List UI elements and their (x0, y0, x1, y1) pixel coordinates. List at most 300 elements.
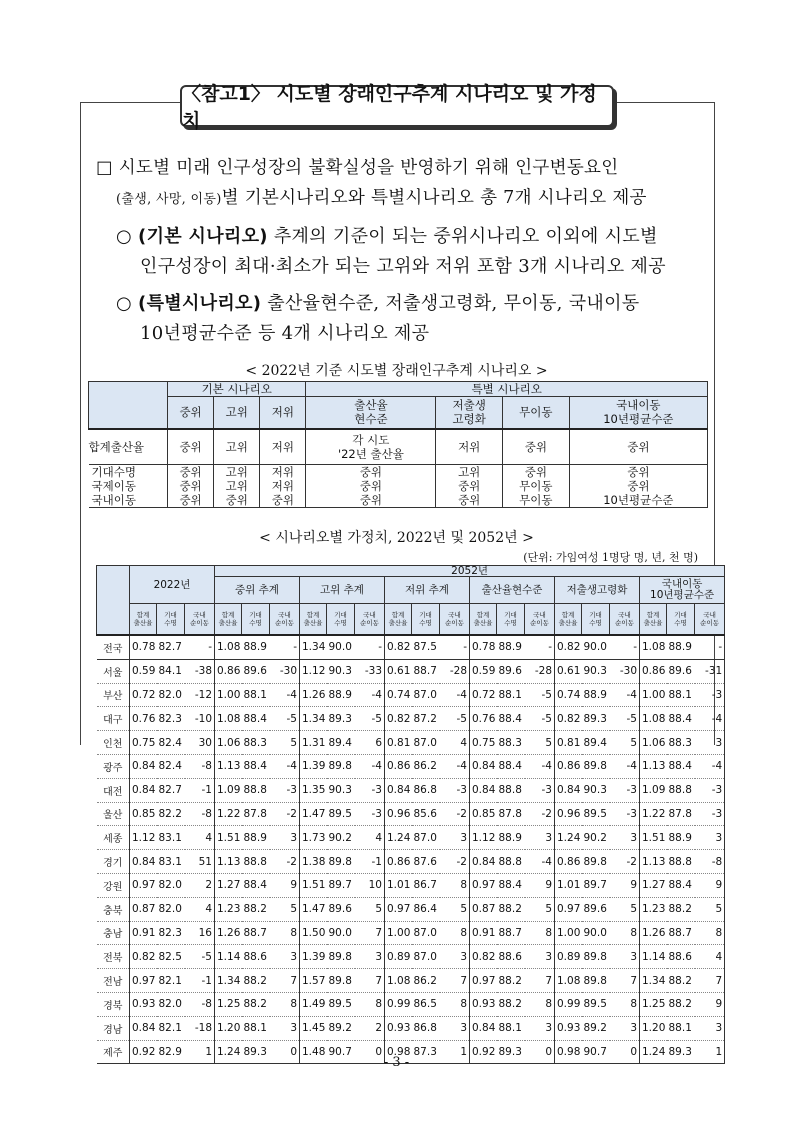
table-cell: -10 (185, 707, 215, 731)
scenario-header: 중위 (168, 397, 214, 429)
region-label: 서울 (97, 659, 130, 683)
table-cell: 1.20 (215, 1016, 242, 1040)
table-cell: 3 (355, 945, 385, 969)
scenario-header: 고위 추계 (300, 577, 385, 604)
table-cell: 0.75 (470, 731, 497, 755)
table-cell: 무이동 (503, 479, 570, 493)
table-cell: 1.27 (215, 873, 242, 897)
table-cell: 8 (270, 992, 300, 1016)
table-cell: 1.24 (215, 1040, 242, 1064)
table-cell: -5 (525, 683, 555, 707)
table-cell: 90.7 (327, 1040, 355, 1064)
row-label: 국내이동 (89, 493, 168, 508)
table-cell: 89.2 (327, 1016, 355, 1040)
subheader: 국내 순이동 (525, 604, 555, 636)
table-cell: 0.97 (555, 897, 582, 921)
scenario-header: 저위 (260, 397, 306, 429)
table-cell: 5 (355, 897, 385, 921)
table-cell: 1.13 (640, 850, 667, 874)
table-cell: 86.7 (412, 873, 440, 897)
table-cell: 89.7 (327, 873, 355, 897)
table-cell: 중위 (436, 493, 503, 508)
table-cell: 5 (440, 897, 470, 921)
table-cell: -5 (440, 707, 470, 731)
subheader: 합계 출산율 (555, 604, 582, 636)
table-cell: 88.4 (667, 873, 695, 897)
table-cell: 3 (440, 1016, 470, 1040)
table-cell: 1.06 (215, 731, 242, 755)
region-label: 강원 (97, 873, 130, 897)
region-label: 경북 (97, 992, 130, 1016)
table-cell: 1.01 (555, 873, 582, 897)
table-cell: 0.74 (385, 683, 412, 707)
table-cell: 중위 (168, 493, 214, 508)
table-cell: 0.84 (555, 778, 582, 802)
table-cell: 0.86 (555, 850, 582, 874)
table-cell: 88.7 (497, 921, 525, 945)
table-cell: 88.2 (497, 897, 525, 921)
table-cell: 86.8 (412, 778, 440, 802)
table-cell: 1.13 (640, 754, 667, 778)
table-cell: 5 (610, 897, 640, 921)
table-cell: 0.84 (470, 778, 497, 802)
table-cell: 중위 (503, 464, 570, 479)
table-cell: 0.98 (555, 1040, 582, 1064)
table-cell: 88.8 (667, 778, 695, 802)
table-cell: 0.84 (470, 754, 497, 778)
table-cell: 0.82 (385, 635, 412, 659)
table-cell: 고위 (214, 464, 260, 479)
table-cell: 0.89 (385, 945, 412, 969)
table-cell: 0.97 (130, 969, 157, 993)
table-cell: 90.3 (582, 659, 610, 683)
table-cell: -1 (185, 969, 215, 993)
table-cell: 0.85 (470, 802, 497, 826)
region-label: 울산 (97, 802, 130, 826)
table-cell: -4 (270, 683, 300, 707)
table-cell: 5 (610, 731, 640, 755)
table-cell: 8 (695, 921, 725, 945)
table-cell: 4 (440, 731, 470, 755)
table-cell: 0.82 (385, 707, 412, 731)
table-cell: 86.4 (412, 897, 440, 921)
table-cell: 1.08 (555, 969, 582, 993)
table-row (97, 992, 725, 1016)
table-cell: 0.81 (385, 731, 412, 755)
header-blank (89, 382, 168, 429)
table-row (97, 873, 725, 897)
subheader: 기대 수명 (667, 604, 695, 636)
table-cell: 30 (185, 731, 215, 755)
table-row (89, 464, 708, 479)
table-cell: 82.1 (157, 1016, 185, 1040)
table-cell: 88.8 (497, 778, 525, 802)
table-cell: 2 (355, 1016, 385, 1040)
table-cell: 0.98 (385, 1040, 412, 1064)
table-cell: 3 (610, 945, 640, 969)
table-cell: 0.84 (470, 1016, 497, 1040)
region-label: 인천 (97, 731, 130, 755)
table-cell: 1.20 (640, 1016, 667, 1040)
table-cell: 88.2 (242, 897, 270, 921)
section-title: 〈참고1〉 시도별 장래인구추계 시나리오 및 가정치 (180, 85, 614, 127)
table-cell: 0.61 (555, 659, 582, 683)
table-cell: 82.0 (157, 683, 185, 707)
table-cell: 88.4 (497, 707, 525, 731)
table-cell: 0 (355, 1040, 385, 1064)
table-cell: 1.00 (555, 921, 582, 945)
table-cell: -8 (695, 850, 725, 874)
table-cell: 0.97 (385, 897, 412, 921)
table-cell: 8 (270, 921, 300, 945)
para3-bold: (특별시나리오) (138, 293, 262, 314)
table-cell: 1.06 (640, 731, 667, 755)
table-cell: 89.8 (327, 945, 355, 969)
table-cell: 0.81 (555, 731, 582, 755)
table-row (97, 731, 725, 755)
table-cell: -18 (185, 1016, 215, 1040)
table-cell: 저위 (436, 429, 503, 465)
table-cell: 89.8 (327, 754, 355, 778)
table-cell: -5 (185, 945, 215, 969)
table-cell: 8 (525, 992, 555, 1016)
table-cell: - (695, 635, 725, 659)
table-cell: 88.7 (667, 921, 695, 945)
table-cell: 1.13 (215, 754, 242, 778)
table-cell: 1.50 (300, 921, 327, 945)
table-cell: 90.0 (327, 635, 355, 659)
table-cell: 1.14 (215, 945, 242, 969)
table-cell: 1.47 (300, 897, 327, 921)
table-cell: 1.22 (640, 802, 667, 826)
table-cell: 8 (610, 921, 640, 945)
table-cell: 87.8 (667, 802, 695, 826)
table-cell: 16 (185, 921, 215, 945)
subheader: 기대 수명 (327, 604, 355, 636)
table-cell: 0 (525, 1040, 555, 1064)
subheader: 국내 순이동 (440, 604, 470, 636)
paragraph-3 (116, 289, 726, 319)
table-cell: -4 (355, 754, 385, 778)
table-cell: 2 (185, 873, 215, 897)
table-cell: 7 (610, 969, 640, 993)
table-row (89, 493, 708, 508)
table-cell: - (610, 635, 640, 659)
table-cell: 3 (440, 945, 470, 969)
table-cell: 3 (695, 826, 725, 850)
table-cell: 3 (695, 1016, 725, 1040)
table-cell: 0.86 (385, 754, 412, 778)
table-cell: 88.2 (667, 992, 695, 1016)
region-label: 부산 (97, 683, 130, 707)
table-cell: 87.2 (412, 707, 440, 731)
table-cell: 89.8 (582, 850, 610, 874)
region-label: 제주 (97, 1040, 130, 1064)
table-cell: 0.93 (470, 992, 497, 1016)
table-cell: 89.3 (582, 707, 610, 731)
table-cell: 0.89 (555, 945, 582, 969)
table-cell: 1.24 (640, 1040, 667, 1064)
table-cell: 89.8 (582, 754, 610, 778)
table-cell: 8 (440, 921, 470, 945)
scenario-header: 중위 추계 (215, 577, 300, 604)
table-cell: 88.1 (667, 1016, 695, 1040)
table-cell: 88.9 (242, 635, 270, 659)
table-cell: 1.47 (300, 802, 327, 826)
table-cell: 88.1 (667, 683, 695, 707)
scenario-header: 국내이동 10년평균수준 (569, 397, 707, 429)
table-cell: 5 (270, 897, 300, 921)
table-cell: 각 시도 '22년 출산율 (306, 429, 436, 465)
table-cell: 0.92 (130, 1040, 157, 1064)
table-cell: 0.84 (130, 778, 157, 802)
table-cell: 4 (695, 945, 725, 969)
table-cell: 1.12 (470, 826, 497, 850)
table-cell: 89.4 (582, 731, 610, 755)
table-cell: 0.82 (470, 945, 497, 969)
table-cell: 82.1 (157, 969, 185, 993)
table-cell: 1.31 (300, 731, 327, 755)
table-cell: 0.59 (130, 659, 157, 683)
table-cell: 88.9 (242, 826, 270, 850)
table-row (97, 969, 725, 993)
table-cell: 87.0 (412, 945, 440, 969)
table-cell: 82.4 (157, 731, 185, 755)
region-label: 전남 (97, 969, 130, 993)
table-cell: 중위 (436, 479, 503, 493)
table-cell: 0.93 (130, 992, 157, 1016)
circle-bullet-icon: ○ (116, 293, 133, 314)
region-label: 전북 (97, 945, 130, 969)
region-label: 충북 (97, 897, 130, 921)
table-cell: -4 (525, 754, 555, 778)
scenario-table (88, 381, 708, 508)
scenario-header: 출산율현수준 (470, 577, 555, 604)
table-cell: 1.26 (215, 921, 242, 945)
table-cell: -4 (610, 683, 640, 707)
table-cell: 5 (270, 731, 300, 755)
table-cell: 89.3 (327, 707, 355, 731)
table-cell: 0.82 (555, 707, 582, 731)
table-cell: 중위 (306, 493, 436, 508)
table-cell: 88.1 (497, 683, 525, 707)
table-cell: 88.9 (582, 683, 610, 707)
table-cell: 0.93 (555, 1016, 582, 1040)
table-cell: 0.84 (130, 850, 157, 874)
subheader: 기대 수명 (412, 604, 440, 636)
table-cell: 83.1 (157, 850, 185, 874)
table-cell: -5 (355, 707, 385, 731)
table-cell: 1.12 (300, 659, 327, 683)
table-cell: 3 (525, 1016, 555, 1040)
table-cell: 0.85 (130, 802, 157, 826)
table-cell: 90.3 (582, 778, 610, 802)
table-cell: 1.01 (385, 873, 412, 897)
table-cell: 0.75 (130, 731, 157, 755)
subheader: 합계 출산율 (640, 604, 667, 636)
table-cell: 10 (355, 873, 385, 897)
table-cell: -3 (355, 778, 385, 802)
table-row (97, 921, 725, 945)
table-cell: 0.76 (130, 707, 157, 731)
table-cell: 중위 (214, 493, 260, 508)
table-cell: 9 (695, 873, 725, 897)
table-cell: 0.99 (555, 992, 582, 1016)
table-cell: 1.25 (215, 992, 242, 1016)
table-cell: 89.4 (327, 731, 355, 755)
table-row (97, 683, 725, 707)
table-cell: 0.93 (385, 1016, 412, 1040)
table-cell: 88.4 (242, 754, 270, 778)
table-cell: 1 (440, 1040, 470, 1064)
table-row (97, 826, 725, 850)
table-cell: 88.3 (667, 731, 695, 755)
scenario-header: 출산율 현수준 (306, 397, 436, 429)
table-cell: 0.86 (640, 659, 667, 683)
table-cell: 89.6 (497, 659, 525, 683)
table-cell: 88.7 (412, 659, 440, 683)
table-cell: -12 (185, 683, 215, 707)
table-cell: 1.09 (215, 778, 242, 802)
table-cell: 84.1 (157, 659, 185, 683)
para1-line2: 별 기본시나리오와 특별시나리오 총 7개 시나리오 제공 (221, 188, 647, 208)
table-cell: 88.8 (242, 778, 270, 802)
table-cell: 88.2 (242, 969, 270, 993)
table-cell: 88.9 (667, 826, 695, 850)
table-cell: 7 (440, 969, 470, 993)
table-cell: 0.84 (470, 850, 497, 874)
table-cell: 87.5 (412, 635, 440, 659)
table-cell: 3 (270, 945, 300, 969)
table-row (97, 754, 725, 778)
subheader: 합계 출산율 (470, 604, 497, 636)
table-cell: 88.4 (497, 754, 525, 778)
square-bullet-icon: □ (96, 158, 113, 178)
table-cell: - (270, 635, 300, 659)
scenario-header: 무이동 (503, 397, 570, 429)
table-row (97, 897, 725, 921)
scenario-header: 국내이동 10년평균수준 (640, 577, 725, 604)
table-cell: 0.59 (470, 659, 497, 683)
table-cell: 3 (525, 826, 555, 850)
table-cell: 89.5 (327, 992, 355, 1016)
table-cell: -4 (355, 683, 385, 707)
table-cell: 중위 (168, 479, 214, 493)
paragraph-2 (116, 222, 726, 252)
table-row (97, 1016, 725, 1040)
row-label: 기대수명 (89, 464, 168, 479)
table-cell: -2 (440, 850, 470, 874)
table-cell: 90.0 (582, 921, 610, 945)
table-cell: 3 (440, 826, 470, 850)
table-cell: 0.76 (470, 707, 497, 731)
table-cell: 87.0 (412, 683, 440, 707)
table-cell: 1.26 (640, 921, 667, 945)
table-cell: 88.4 (667, 707, 695, 731)
table-cell: 0.84 (385, 778, 412, 802)
table-cell: 0.96 (555, 802, 582, 826)
table-cell: -4 (525, 850, 555, 874)
table-cell: 8 (525, 921, 555, 945)
table-cell: 3 (270, 826, 300, 850)
table-cell: 90.0 (582, 635, 610, 659)
table-cell: 1.08 (385, 969, 412, 993)
table-cell: 1.34 (215, 969, 242, 993)
table-cell: 1.00 (385, 921, 412, 945)
table-row (89, 479, 708, 493)
table-cell: 88.8 (242, 850, 270, 874)
header-2022: 2022년 (130, 566, 215, 604)
table-row (97, 802, 725, 826)
table-cell: 3 (525, 945, 555, 969)
table-cell: 0.87 (130, 897, 157, 921)
table-cell: 0.99 (385, 992, 412, 1016)
table-cell: 1.22 (215, 802, 242, 826)
table-cell: 89.6 (667, 659, 695, 683)
table-cell: -3 (610, 802, 640, 826)
table-cell: 7 (525, 969, 555, 993)
table-cell: - (525, 635, 555, 659)
table-cell: 1 (695, 1040, 725, 1064)
table-cell: -28 (440, 659, 470, 683)
table-cell: -4 (440, 683, 470, 707)
table-cell: 9 (695, 992, 725, 1016)
table-cell: 86.2 (412, 969, 440, 993)
table-cell: 중위 (168, 464, 214, 479)
subheader: 국내 순이동 (355, 604, 385, 636)
table-cell: -8 (185, 992, 215, 1016)
table-cell: 중위 (503, 429, 570, 465)
table-cell: 고위 (214, 429, 260, 465)
table-cell: 82.3 (157, 921, 185, 945)
table-cell: 1.45 (300, 1016, 327, 1040)
table-cell: 90.2 (582, 826, 610, 850)
table-cell: 1.49 (300, 992, 327, 1016)
table-cell: 7 (355, 921, 385, 945)
table-cell: -2 (525, 802, 555, 826)
table-cell: -38 (185, 659, 215, 683)
table-cell: 0.72 (130, 683, 157, 707)
table-cell: 88.4 (667, 754, 695, 778)
table-cell: -4 (610, 754, 640, 778)
table-cell: 89.6 (582, 897, 610, 921)
table-cell: 89.6 (242, 659, 270, 683)
table-cell: 1.57 (300, 969, 327, 993)
table-cell: 88.3 (242, 731, 270, 755)
table-cell: -2 (610, 850, 640, 874)
table-cell: -4 (440, 754, 470, 778)
table-cell: 1.25 (640, 992, 667, 1016)
table-cell: 89.3 (497, 1040, 525, 1064)
group-basic: 기본 시나리오 (168, 382, 306, 397)
table-cell: -5 (270, 707, 300, 731)
region-label: 대전 (97, 778, 130, 802)
table-cell: 3 (610, 826, 640, 850)
table-cell: 85.6 (412, 802, 440, 826)
table-cell: 9 (610, 873, 640, 897)
table-cell: 중위 (260, 493, 306, 508)
table-cell: -31 (695, 659, 725, 683)
subheader: 국내 순이동 (610, 604, 640, 636)
scenario-header: 저위 추계 (385, 577, 470, 604)
table-cell: 88.9 (497, 826, 525, 850)
subheader: 합계 출산율 (300, 604, 327, 636)
table-cell: 중위 (569, 429, 707, 465)
paragraph-3-line2: 10년평균수준 등 4개 시나리오 제공 (140, 323, 430, 344)
table-cell: 0.97 (470, 873, 497, 897)
paragraph-1 (96, 153, 706, 183)
table-cell: 1.12 (130, 826, 157, 850)
